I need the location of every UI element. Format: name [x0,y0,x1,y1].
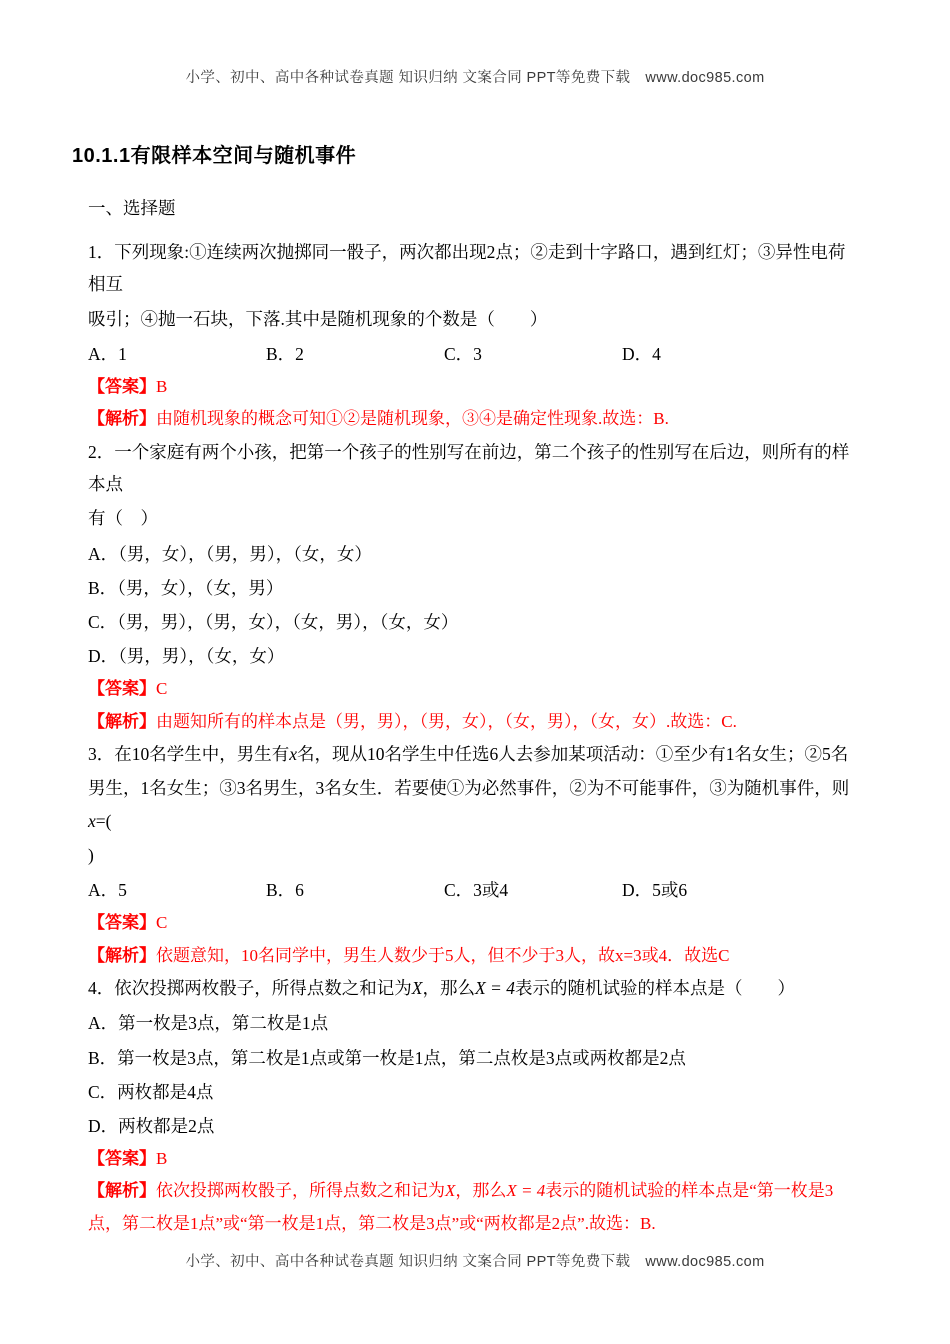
answer-value: C [156,913,168,933]
choice-d[interactable]: D．4 [622,343,661,364]
question-stem-cont: 吸引；④抛一石块，下落.其中是随机现象的个数是（ ） [88,308,548,329]
question-stem-cont2: ) [88,844,94,865]
watermark-top: 小学、初中、高中各种试卷真题 知识归纳 文案合同 PPT等免费下载 www.doc985.com [185,70,765,86]
answer-line [88,1143,862,1175]
question-number: 1． [88,241,115,262]
question-2 [88,436,862,738]
explain-seg-3: 表示的随机试验的样本点是“第一枚是3 [545,1181,834,1201]
question-stem [88,738,862,770]
choice-c[interactable]: C．（男，男），（男，女），（女，男），（女，女） [88,611,459,632]
answer-tag: 【答案】 [88,377,156,396]
question-stem [88,436,862,501]
explain-var-X: X [445,1181,456,1201]
explain-tag: 【解析】 [88,1181,156,1201]
question-4 [88,972,862,1240]
question-number: 3． [88,743,115,764]
explain-equation: X = 4 [506,1181,546,1201]
question-stem-cont [88,772,862,837]
explain-line [88,940,862,972]
question-number: 4． [88,978,115,999]
answer-tag: 【答案】 [88,913,156,933]
stem-seg-4: =( [95,810,112,831]
explain-line-cont: 点，第二枚是1点”或“第一枚是1点，第二枚是3点”或“两枚都是2点”.故选：B. [88,1213,656,1233]
stem-seg-3: 男生，1名女生；③3名男生，3名女生．若要使①为必然事件，②为不可能事件，③为随机事件，则 [88,778,850,799]
explain-line [88,706,862,738]
explain-seg-1: 依次投掷两枚骰子，所得点数之和记为 [156,1181,445,1201]
answer-value: B [156,1148,168,1168]
choice-d[interactable]: D．（男，男），（女，女） [88,646,285,667]
answer-value: C [156,679,168,699]
stem-var-x: x [289,743,298,764]
choice-a[interactable]: A．1 [88,343,127,364]
choice-b[interactable]: B．2 [266,343,304,364]
explain-tag: 【解析】 [88,945,156,965]
explain-value: 由题知所有的样本点是（男，男），（男，女），（女，男），（女，女）.故选：C. [156,711,737,731]
choices-row [88,873,862,907]
stem-seg-1: 依次投掷两枚骰子，所得点数之和记为 [114,978,412,999]
page-title: 10.1.1有限样本空间与随机事件 [72,145,357,167]
answer-tag: 【答案】 [88,1148,156,1168]
question-text: 一个家庭有两个小孩，把第一个孩子的性别写在前边，第二个孩子的性别写在后边，则所有的样本点 [88,441,850,494]
explain-value: 由随机现象的概念可知①②是随机现象，③④是确定性现象.故选：B. [156,409,669,429]
explain-tag: 【解析】 [88,711,156,731]
stem-seg-2: ，那么 [422,978,475,999]
stem-equation: X = 4 [474,978,515,999]
question-stem-cont: 有（ ） [88,508,158,529]
question-number: 2． [88,441,115,462]
stem-var-X: X [411,978,423,999]
watermark-bottom: 小学、初中、高中各种试卷真题 知识归纳 文案合同 PPT等免费下载 www.doc985.com [185,1253,765,1270]
choice-c[interactable]: C．两枚都是4点 [88,1081,214,1102]
stem-seg-2: 名，现从10名学生中任选6人去参加某项活动：①至少有1名女生；②5名 [297,743,849,764]
question-stem [88,972,862,1004]
choices-row [88,337,862,371]
section-label: 一、选择题 [88,198,176,218]
document-content [0,194,950,1240]
choice-d[interactable]: D．5或6 [622,880,688,901]
explain-line [88,1175,862,1207]
choice-b[interactable]: B．6 [266,880,304,901]
choice-c[interactable]: C．3或4 [444,880,509,901]
stem-seg-1: 在10名学生中，男生有 [114,743,290,764]
answer-line [88,673,862,705]
question-text: 下列现象:①连续两次抛掷同一骰子，两次都出现2点；②走到十字路口，遇到红灯；③异性电荷相互 [88,241,846,295]
explain-line [88,403,862,435]
answer-value: B [156,377,168,396]
explain-tag: 【解析】 [88,409,156,429]
answer-line [88,907,862,939]
choice-b[interactable]: B．（男，女），（女，男） [88,577,284,598]
explain-seg-2: ，那么 [455,1181,507,1201]
question-1 [88,236,862,436]
stem-seg-3: 表示的随机试验的样本点是（ ） [514,978,795,999]
choice-a[interactable]: A．（男，女），（男，男），（女，女） [88,543,372,564]
answer-tag: 【答案】 [88,679,156,699]
choice-c[interactable]: C．3 [444,343,482,364]
stem-var-x2: x [88,810,96,831]
choice-a[interactable]: A．5 [88,880,127,901]
choice-b[interactable]: B．第一枚是3点，第二枚是1点或第一枚是1点，第二点枚是3点或两枚都是2点 [88,1047,686,1068]
choice-d[interactable]: D．两枚都是2点 [88,1115,215,1136]
question-3 [88,738,862,972]
answer-line [88,371,862,403]
choice-a[interactable]: A．第一枚是3点，第二枚是1点 [88,1013,329,1034]
question-stem [88,236,862,301]
explain-value: 依题意知，10名同学中，男生人数少于5人，但不少于3人，故x=3或4．故选C [156,945,730,965]
